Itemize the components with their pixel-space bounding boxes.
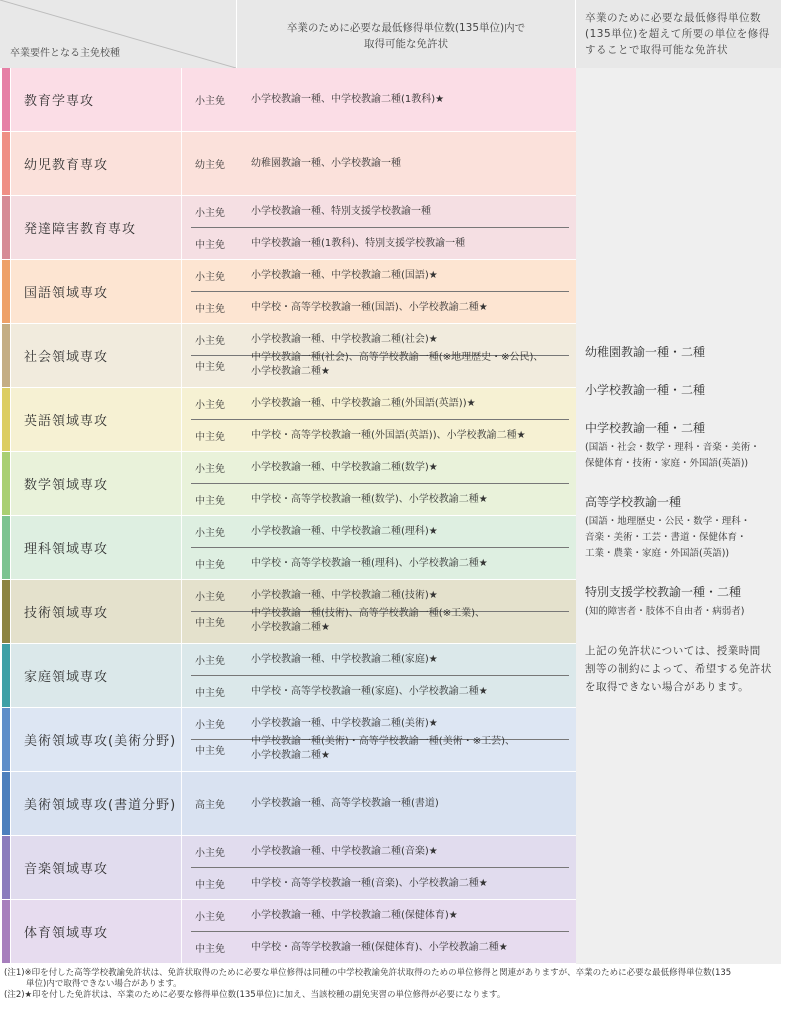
license-cell [181, 196, 576, 259]
main-license-type: 小主免 [195, 464, 225, 475]
obtainable-licenses [239, 525, 438, 539]
obtainable-licenses [239, 157, 401, 171]
license-text-continued: 小学校教諭二種★ [251, 750, 330, 761]
color-accent-bar [2, 772, 10, 835]
license-cell [181, 772, 576, 835]
obtainable-licenses [239, 797, 439, 811]
license-text: 小学校教諭一種、中学校教諭二種(数学)★ [251, 461, 438, 473]
main-license-type: 小主免 [195, 96, 225, 107]
color-accent-bar [2, 900, 10, 963]
license-line [181, 932, 576, 963]
obtainable-licenses [239, 607, 485, 635]
license-text: 小学校教諭一種、中学校教諭二種(外国語(英語))★ [251, 397, 476, 409]
main-license-type: 小主免 [195, 912, 225, 923]
license-text: 小学校教諭一種、中学校教諭二種(技術)★ [251, 589, 438, 601]
main-license-type: 小主免 [195, 400, 225, 411]
obtainable-licenses [239, 877, 488, 891]
major-name: 技術領域専攻 [24, 606, 109, 621]
elementary-license: 小学校教諭一種・二種 [585, 383, 706, 397]
major-row [0, 324, 576, 387]
major-cell [11, 772, 181, 835]
color-accent-bar [2, 516, 10, 579]
license-text: 小学校教諭一種、中学校教諭二種(社会)★ [251, 333, 438, 345]
license-cell [181, 900, 576, 963]
major-cell [11, 516, 181, 579]
license-text: 中学校教諭一種(技術)、高等学校教諭一種(※工業)、 [251, 608, 485, 619]
schedule-note-line1: 上記の免許状については、授業時間 [585, 645, 761, 657]
main-license-type: 中主免 [195, 304, 225, 315]
high-school-license: 高等学校教諭一種 [585, 495, 682, 509]
major-name: 数学領域専攻 [24, 478, 109, 493]
major-name: 幼児教育専攻 [24, 158, 109, 173]
main-license-type: 中主免 [195, 361, 225, 373]
color-accent-bar [2, 388, 10, 451]
license-text: 小学校教諭一種、高等学校教諭一種(書道) [251, 797, 439, 809]
major-row [0, 452, 576, 515]
license-cell [181, 516, 576, 579]
header-col2-line1: 卒業のために必要な最低修得単位数(135単位)内で [286, 22, 526, 34]
obtainable-licenses [239, 93, 444, 107]
license-text: 中学校教諭一種(美術)・高等学校教諭一種(美術・※工芸)、 [251, 736, 515, 747]
major-row [0, 516, 576, 579]
major-name: 家庭領域専攻 [24, 670, 109, 685]
header-col3-line3: することで取得可能な免許状 [585, 44, 728, 56]
license-text: 中学校・高等学校教諭一種(理科)、小学校教諭二種★ [251, 557, 488, 569]
major-cell [11, 708, 181, 771]
license-cell [181, 580, 576, 643]
color-accent-bar [2, 132, 10, 195]
header-within-135-column [237, 0, 575, 68]
license-cell [181, 260, 576, 323]
header-col3-line1: 卒業のために必要な最低修得単位数 [585, 12, 761, 24]
major-row [0, 260, 576, 323]
high-school-subjects-line1: (国語・地理歴史・公民・数学・理科・ [585, 516, 751, 527]
junior-high-subjects-line1: (国語・社会・数学・理科・音楽・美術・ [585, 442, 760, 453]
license-line [181, 836, 576, 867]
major-row [0, 708, 576, 771]
license-line [181, 132, 576, 195]
license-cell [181, 708, 576, 771]
obtainable-licenses [239, 205, 431, 219]
license-line [181, 292, 576, 323]
license-text-continued: 小学校教諭二種★ [251, 622, 330, 633]
main-license-type: 小主免 [195, 656, 225, 667]
license-line [181, 228, 576, 259]
license-cell [181, 324, 576, 387]
major-cell [11, 900, 181, 963]
major-row [0, 772, 576, 835]
license-line [181, 676, 576, 707]
license-text: 中学校教諭一種(1教科)、特別支援学校教諭一種 [251, 237, 466, 249]
license-cell [181, 388, 576, 451]
high-school-subjects-line2: 音楽・美術・工芸・書道・保健体育・ [585, 532, 747, 543]
license-line [181, 452, 576, 483]
obtainable-licenses [239, 461, 438, 475]
major-row [0, 836, 576, 899]
major-row [0, 132, 576, 195]
license-line [181, 260, 576, 291]
major-row [0, 388, 576, 451]
major-cell [11, 132, 181, 195]
license-text: 小学校教諭一種、中学校教諭二種(国語)★ [251, 269, 438, 281]
header-col3-line2: (135単位)を超えて所要の単位を修得 [585, 28, 770, 40]
license-text: 中学校・高等学校教諭一種(外国語(英語))、小学校教諭二種★ [251, 429, 526, 441]
footnote-1: (注1)※印を付した高等学校教諭免許状は、免許状取得のために必要な単位修得は同種の中学校教諭免許状取得のための単位修得と関連がありますが、卒業のために必要な最低修得単位数(135 [4, 968, 732, 978]
major-name: 美術領域専攻(書道分野) [24, 798, 177, 813]
header-col2-line2: 取得可能な免許状 [364, 38, 448, 50]
major-row [0, 900, 576, 963]
major-row [0, 644, 576, 707]
color-accent-bar [2, 324, 10, 387]
color-accent-bar [2, 644, 10, 707]
major-cell [11, 196, 181, 259]
license-text: 小学校教諭一種、中学校教諭二種(保健体育)★ [251, 909, 458, 921]
main-license-type: 小主免 [195, 720, 225, 731]
header-beyond-135-column [576, 0, 781, 68]
main-license-type: 中主免 [195, 496, 225, 507]
license-text: 小学校教諭一種、特別支援学校教諭一種 [251, 205, 431, 217]
major-name: 英語領域専攻 [24, 414, 109, 429]
junior-high-license: 中学校教諭一種・二種 [585, 421, 706, 435]
license-cell [181, 836, 576, 899]
header-main-license-column [0, 0, 236, 68]
obtainable-licenses [239, 237, 465, 251]
license-text: 小学校教諭一種、中学校教諭二種(家庭)★ [251, 653, 438, 665]
obtainable-licenses [239, 941, 508, 955]
color-accent-bar [2, 836, 10, 899]
schedule-note-line3: を取得できない場合があります。 [585, 681, 750, 693]
major-name: 教育学専攻 [24, 94, 95, 109]
license-line [181, 602, 576, 640]
main-license-type: 中主免 [195, 560, 225, 571]
main-license-type: 小主免 [195, 336, 225, 347]
major-row [0, 196, 576, 259]
obtainable-licenses [239, 397, 476, 411]
major-name: 美術領域専攻(美術分野) [24, 734, 177, 749]
obtainable-licenses [239, 717, 438, 731]
license-line [181, 868, 576, 899]
obtainable-licenses [239, 351, 543, 379]
color-accent-bar [2, 708, 10, 771]
license-text: 中学校教諭一種(社会)、高等学校教諭一種(※地理歴史・※公民)、 [251, 352, 544, 363]
kindergarten-license: 幼稚園教諭一種・二種 [585, 345, 706, 359]
main-license-type: 小主免 [195, 272, 225, 283]
main-license-type: 小主免 [195, 848, 225, 859]
obtainable-licenses [239, 301, 488, 315]
major-cell [11, 388, 181, 451]
main-license-type: 中主免 [195, 617, 225, 629]
major-name: 理科領域専攻 [24, 542, 109, 557]
main-license-type: 中主免 [195, 240, 225, 251]
license-text: 中学校・高等学校教諭一種(家庭)、小学校教諭二種★ [251, 685, 488, 697]
main-license-type: 中主免 [195, 944, 225, 955]
major-cell [11, 68, 181, 131]
license-text-continued: 小学校教諭二種★ [251, 366, 330, 377]
license-line [181, 346, 576, 384]
license-line [181, 772, 576, 835]
major-cell [11, 260, 181, 323]
license-line [181, 196, 576, 227]
obtainable-licenses [239, 429, 526, 443]
color-accent-bar [2, 580, 10, 643]
license-line [181, 68, 576, 131]
major-row [0, 68, 576, 131]
license-text: 小学校教諭一種、中学校教諭二種(理科)★ [251, 525, 438, 537]
major-row [0, 580, 576, 643]
obtainable-licenses [239, 557, 488, 571]
license-line [181, 388, 576, 419]
obtainable-licenses [239, 269, 438, 283]
additional-license-column [576, 68, 781, 964]
license-cell [181, 644, 576, 707]
main-license-type: 小主免 [195, 208, 225, 219]
color-accent-bar [2, 68, 10, 131]
license-text: 小学校教諭一種、中学校教諭二種(1教科)★ [251, 93, 445, 105]
obtainable-licenses [239, 685, 488, 699]
main-license-type: 中主免 [195, 432, 225, 443]
main-license-type: 中主免 [195, 745, 225, 757]
junior-high-subjects-line2: 保健体育・技術・家庭・外国語(英語)) [585, 458, 749, 469]
special-support-license: 特別支援学校教諭一種・二種 [585, 585, 742, 599]
main-license-type: 小主免 [195, 528, 225, 539]
footnotes [4, 968, 784, 1001]
color-accent-bar [2, 196, 10, 259]
license-text: 中学校・高等学校教諭一種(音楽)、小学校教諭二種★ [251, 877, 488, 889]
color-accent-bar [2, 452, 10, 515]
schedule-note-line2: 割等の制約によって、希望する免許状 [585, 663, 772, 675]
obtainable-licenses [239, 735, 515, 763]
major-cell [11, 644, 181, 707]
license-line [181, 900, 576, 931]
major-cell [11, 580, 181, 643]
main-license-type: 小主免 [195, 592, 225, 603]
major-name: 国語領域専攻 [24, 286, 109, 301]
major-name: 音楽領域専攻 [24, 862, 109, 877]
obtainable-licenses [239, 909, 458, 923]
license-line [181, 516, 576, 547]
major-name: 社会領域専攻 [24, 350, 109, 365]
main-license-type: 中主免 [195, 880, 225, 891]
license-cell [181, 132, 576, 195]
major-cell [11, 836, 181, 899]
major-name: 体育領域専攻 [24, 926, 109, 941]
footnote-1-continued: 単位)内で取得できない場合があります。 [26, 979, 182, 989]
license-text: 幼稚園教諭一種、小学校教諭一種 [251, 157, 401, 169]
obtainable-licenses [239, 845, 438, 859]
major-cell [11, 452, 181, 515]
license-text: 中学校・高等学校教諭一種(数学)、小学校教諭二種★ [251, 493, 488, 505]
obtainable-licenses [239, 653, 438, 667]
main-license-type: 中主免 [195, 688, 225, 699]
obtainable-licenses [239, 333, 438, 347]
major-name: 発達障害教育専攻 [24, 222, 137, 237]
license-line [181, 548, 576, 579]
license-cell [181, 68, 576, 131]
license-text: 中学校・高等学校教諭一種(保健体育)、小学校教諭二種★ [251, 941, 508, 953]
main-license-type: 幼主免 [195, 160, 225, 171]
obtainable-licenses [239, 589, 438, 603]
license-line [181, 420, 576, 451]
license-text: 中学校・高等学校教諭一種(国語)、小学校教諭二種★ [251, 301, 488, 313]
header-col1-label: 卒業要件となる主免校種 [10, 48, 120, 59]
color-accent-bar [2, 260, 10, 323]
main-license-type: 高主免 [195, 800, 225, 811]
license-line [181, 644, 576, 675]
major-cell [11, 324, 181, 387]
license-text: 小学校教諭一種、中学校教諭二種(美術)★ [251, 717, 438, 729]
license-cell [181, 452, 576, 515]
high-school-subjects-line3: 工業・農業・家庭・外国語(英語)) [585, 548, 730, 559]
obtainable-licenses [239, 493, 488, 507]
license-line [181, 730, 576, 768]
special-support-categories: (知的障害者・肢体不自由者・病弱者) [585, 606, 745, 617]
license-line [181, 484, 576, 515]
license-text: 小学校教諭一種、中学校教諭二種(音楽)★ [251, 845, 438, 857]
footnote-2: (注2)★印を付した免許状は、卒業のために必要な修得単位数(135単位)に加え、当該校種の副免実習の単位修得が必要になります。 [4, 990, 506, 1000]
